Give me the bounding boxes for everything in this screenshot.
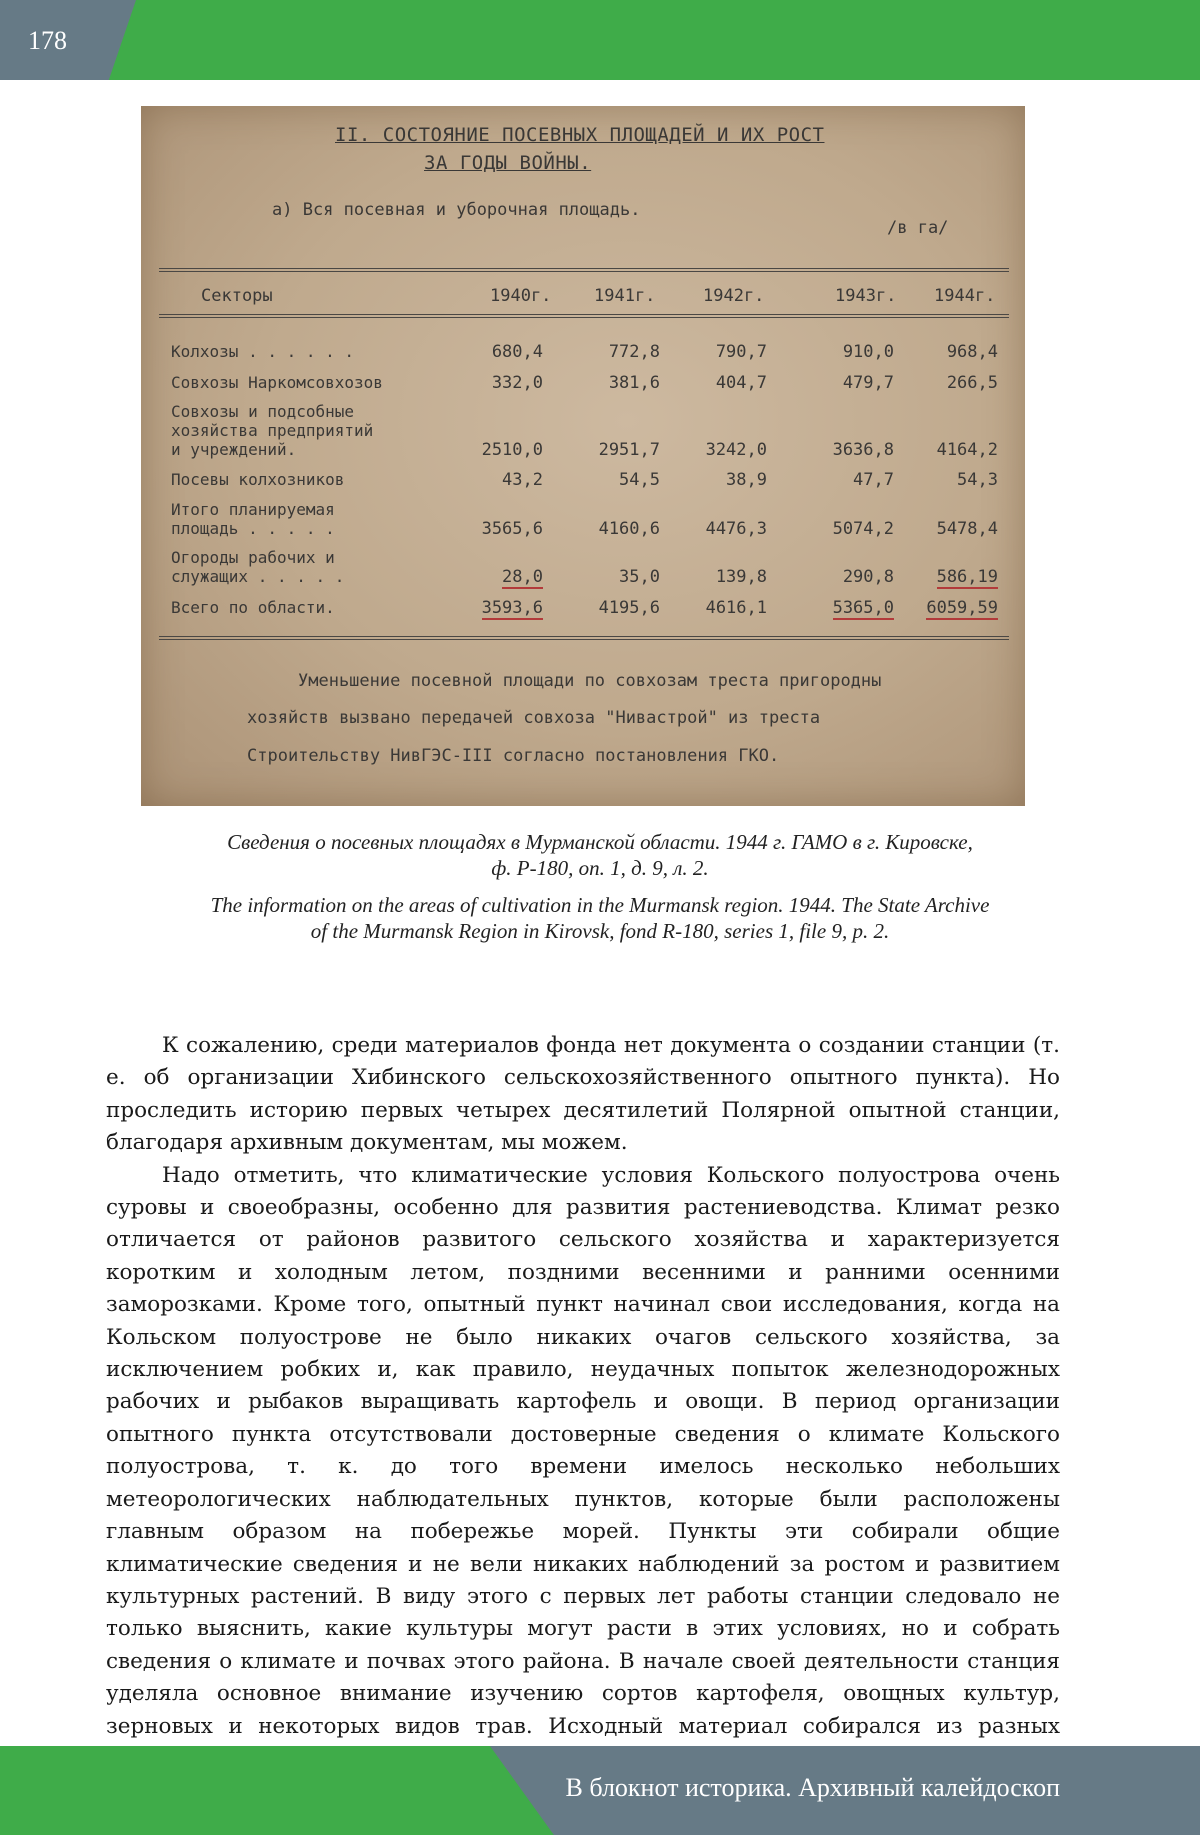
table-cell: 772,8	[608, 342, 660, 362]
table-row-label: Огороды рабочих и служащих . . . . .	[171, 548, 345, 586]
table-cell: 54,3	[957, 470, 998, 490]
table-cell: 680,4	[491, 342, 543, 362]
table-cell-value: 28,0	[502, 567, 543, 587]
caption-en-line1: The information on the areas of cultivation in the Murmansk region. 1944. The State Archive	[210, 893, 990, 917]
table-cell: 35,0	[619, 567, 660, 587]
table-cell: 790,7	[715, 342, 767, 362]
table-cell: 4616,1	[705, 598, 767, 618]
table-cell: 910,0	[842, 342, 894, 362]
table-cell-value: 6059,59	[926, 598, 998, 618]
table-row-label: Посевы колхозников	[171, 470, 345, 489]
page-number: 178	[28, 26, 67, 55]
table-row-label: Колхозы . . . . . .	[171, 342, 355, 361]
table-cell-value: 5365,0	[832, 598, 894, 618]
table-row-label: Всего по области.	[171, 598, 335, 617]
paragraph: Надо отметить, что климатические условия Кольского полуострова очень суровы и своеобразны, особенно для развития растениеводства. Климат резко отличается от районов развитого сельского хозяйства и характеризуется коротким и холодным летом, поздними весенними и ранними осенними заморозками. Кроме того, опытный пункт начинал свои исследования, когда на Кольском полуострове не было никаких очагов сельского хозяйства, за исключением робких и, как правило, неудачных попыток железнодорожных рабочих и рыбаков выращивать картофель и овощи. В период организации опытного пункта отсутствовали достоверные сведения о климате Кольского полуострова, т. к. до того времени имелось несколько небольших метеорологических наблюдательных пунктов, которые были расположены главным образом на побережье морей. Пункты эти собирали общие климатические сведения и не вели никаких наблюдений за ростом и развитием культурных растений. В виду этого с первых лет работы станции следовало не только выяснить, какие культуры могут расти в этих условиях, но и собрать сведения о климате и почвах этого района. В начале своей деятельности станция уделяла основное внимание изучению сортов картофеля, овощных культур, зерновых и некоторых видов трав. Исходный материал собирался из разных	[106, 1162, 1060, 1739]
table-cell: 968,4	[946, 342, 998, 362]
table-divider	[159, 268, 1009, 272]
table-header-1941: 1941г.	[594, 286, 656, 306]
archival-document-image	[141, 106, 1025, 806]
table-cell: 2510,0	[481, 440, 543, 460]
document-note-line1: Уменьшение посевной площади по совхозам треста пригородны	[298, 671, 882, 691]
table-divider	[159, 636, 1009, 640]
document-title: II. СОСТОЯНИЕ ПОСЕВНЫХ ПЛОЩАДЕЙ И ИХ РОСТ	[335, 124, 825, 146]
table-cell	[888, 567, 998, 587]
body-text	[106, 1030, 1060, 1775]
table-header-1942: 1942г.	[703, 286, 765, 306]
table-cell-value: 3593,6	[481, 598, 543, 618]
table-cell: 3636,8	[832, 440, 894, 460]
paragraph: К сожалению, среди материалов фонда нет документа о создании станции (т. е. об организации Хибинского сельскохозяйственного опытного пункта). Но проследить историю первых четырех десятилетий Полярной опытной станции, благодаря архивным документам, мы можем.	[106, 1033, 1060, 1156]
table-cell: 38,9	[726, 470, 767, 490]
document-subtitle: а) Вся посевная и уборочная площадь.	[272, 200, 641, 220]
table-cell: 4476,3	[705, 519, 767, 539]
table-cell	[784, 598, 894, 618]
table-cell: 4160,6	[598, 519, 660, 539]
table-row-label: Совхозы и подсобные хозяйства предприятий и учреждений.	[171, 402, 374, 459]
table-row-label: Итого планируемая площадь . . . . .	[171, 500, 335, 538]
table-cell: 3242,0	[705, 440, 767, 460]
table-cell: 3565,6	[481, 519, 543, 539]
table-cell: 139,8	[715, 567, 767, 587]
table-header-1944: 1944г.	[934, 286, 996, 306]
table-cell: 43,2	[502, 470, 543, 490]
table-cell: 4195,6	[598, 598, 660, 618]
table-divider	[159, 314, 1009, 318]
header-bar	[0, 0, 1200, 80]
table-cell: 290,8	[842, 567, 894, 587]
footer-title: В блокнот историка. Архивный калейдоскоп	[565, 1773, 1060, 1802]
caption-ru-line1: Сведения о посевных площадях в Мурманской области. 1944 г. ГАМО в г. Кировске,	[227, 830, 973, 854]
table-header-sectors: Секторы	[201, 286, 273, 306]
caption-en-line2: of the Murmansk Region in Kirovsk, fond R-180, series 1, file 9, p. 2.	[310, 919, 890, 943]
table-cell: 2951,7	[598, 440, 660, 460]
table-header-1943: 1943г.	[835, 286, 897, 306]
document-note-line3: Строительству НивГЭС-III согласно постановления ГКО.	[247, 746, 780, 766]
table-cell: 47,7	[853, 470, 894, 490]
table-cell: 332,0	[491, 373, 543, 393]
table-cell: 381,6	[608, 373, 660, 393]
table-cell: 5074,2	[832, 519, 894, 539]
table-cell: 479,7	[842, 373, 894, 393]
table-header-1940: 1940г.	[490, 286, 552, 306]
table-cell: 54,5	[619, 470, 660, 490]
table-cell	[433, 567, 543, 587]
document-title-line2: ЗА ГОДЫ ВОЙНЫ.	[424, 152, 592, 174]
table-row-label: Совхозы Наркомсовхозов	[171, 373, 383, 392]
table-cell: 4164,2	[936, 440, 998, 460]
caption-ru-line2: ф. Р-180, оп. 1, д. 9, л. 2.	[491, 856, 709, 880]
document-note-line2: хозяйств вызвано передачей совхоза "Нивастрой" из треста	[247, 708, 821, 728]
table-cell: 404,7	[715, 373, 767, 393]
table-cell: 5478,4	[936, 519, 998, 539]
table-cell: 266,5	[946, 373, 998, 393]
table-cell	[433, 598, 543, 618]
document-unit: /в га/	[887, 218, 949, 238]
table-cell-value: 586,19	[936, 567, 998, 587]
table-cell	[888, 598, 998, 618]
